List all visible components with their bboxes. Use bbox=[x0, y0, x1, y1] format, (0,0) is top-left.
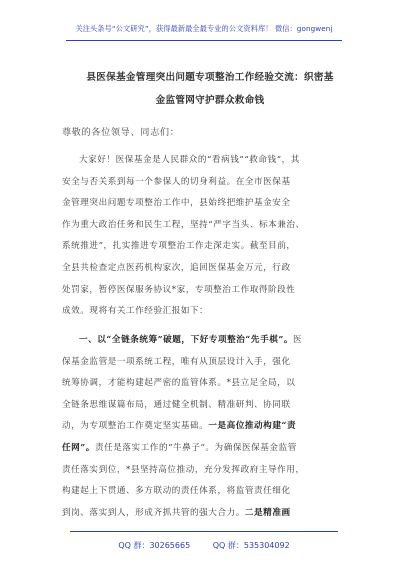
title-line-1: 县医保基金管理突出问题专项整治工作经验交流：织密基 bbox=[86, 72, 334, 83]
section-heading: 一、以“全链条统筹”破题，下好专项整治“先手棋”。 bbox=[79, 335, 293, 345]
footer bbox=[0, 540, 408, 551]
text-line: 构建起上下贯通、多方联动的责任体系，将监管责任细化 bbox=[62, 486, 291, 497]
subsection-heading: 二是精准画 bbox=[244, 507, 291, 518]
text-run: 医 bbox=[293, 335, 303, 345]
paragraph-section-1 bbox=[62, 330, 347, 524]
text-run: 到岗、落实到人，形成齐抓共管的强大合力。 bbox=[62, 507, 245, 518]
text-line: 保基金监管是一项系统工程，唯有从顶层设计入手，强化 bbox=[62, 356, 291, 367]
footer-divider bbox=[70, 531, 338, 532]
document-title bbox=[60, 66, 360, 112]
text-line: 安全与否关系到每一个参保人的切身利益。在全市医保基 bbox=[62, 176, 291, 187]
text-line: 全县共检查定点医药机构家次，追回医保基金万元，行政 bbox=[62, 262, 291, 273]
text-line: 统筹协调，才能构建起严密的监管体系。*县立足全局，以 bbox=[62, 378, 296, 389]
paragraph-intro bbox=[62, 150, 347, 323]
text-line: 处罚家，暂停医保服务协议*家，专项整治工作取得阶段性 bbox=[62, 284, 296, 295]
footer-qq-group-1: QQ 群：30265665 bbox=[118, 541, 191, 550]
text-line bbox=[62, 438, 347, 460]
text-run: 责任是落实工作的“牛鼻子”。为确保医保基金监管 bbox=[94, 442, 297, 453]
header-banner: 关注头条号“公文研究”，获得最新最全最专业的公文资料库！ 微信：gongwenj bbox=[75, 24, 333, 33]
subsection-heading: 一是高位推动构建“责 bbox=[208, 421, 297, 432]
text-line bbox=[62, 503, 347, 525]
text-line: 系统推进”，扎实推进专项整治工作走深走实。截至目前， bbox=[62, 241, 296, 252]
text-line: 全链条思维谋篇布局，通过健全机制、精准研判、协同联 bbox=[62, 399, 291, 410]
text-line: 成效。现将有关工作经验汇报如下： bbox=[62, 306, 209, 317]
text-line: 金管理突出问题专项整治工作中，县始终把维护基金安全 bbox=[62, 198, 291, 209]
text-line: 责任落实到位，*县坚持高位推动，充分发挥政府主导作用， bbox=[62, 464, 305, 475]
salutation: 尊敬的各位领导、同志们： bbox=[62, 128, 180, 138]
subsection-heading: 任网”。 bbox=[62, 442, 95, 453]
text-line bbox=[62, 330, 347, 352]
title-line-2: 金监管网守护群众救命钱 bbox=[155, 95, 265, 106]
text-line: 作为重大政治任务和民生工程，坚持“严字当头、标本兼治、 bbox=[62, 219, 305, 230]
text-line: 大家好！医保基金是人民群众的“看病钱”“救命钱”，其 bbox=[79, 155, 300, 165]
text-run: 动，为专项整治工作奠定坚实基础。 bbox=[62, 421, 209, 432]
header-divider bbox=[66, 40, 342, 41]
text-line bbox=[62, 416, 347, 438]
footer-qq-group-2: QQ 群：535304092 bbox=[212, 541, 290, 550]
